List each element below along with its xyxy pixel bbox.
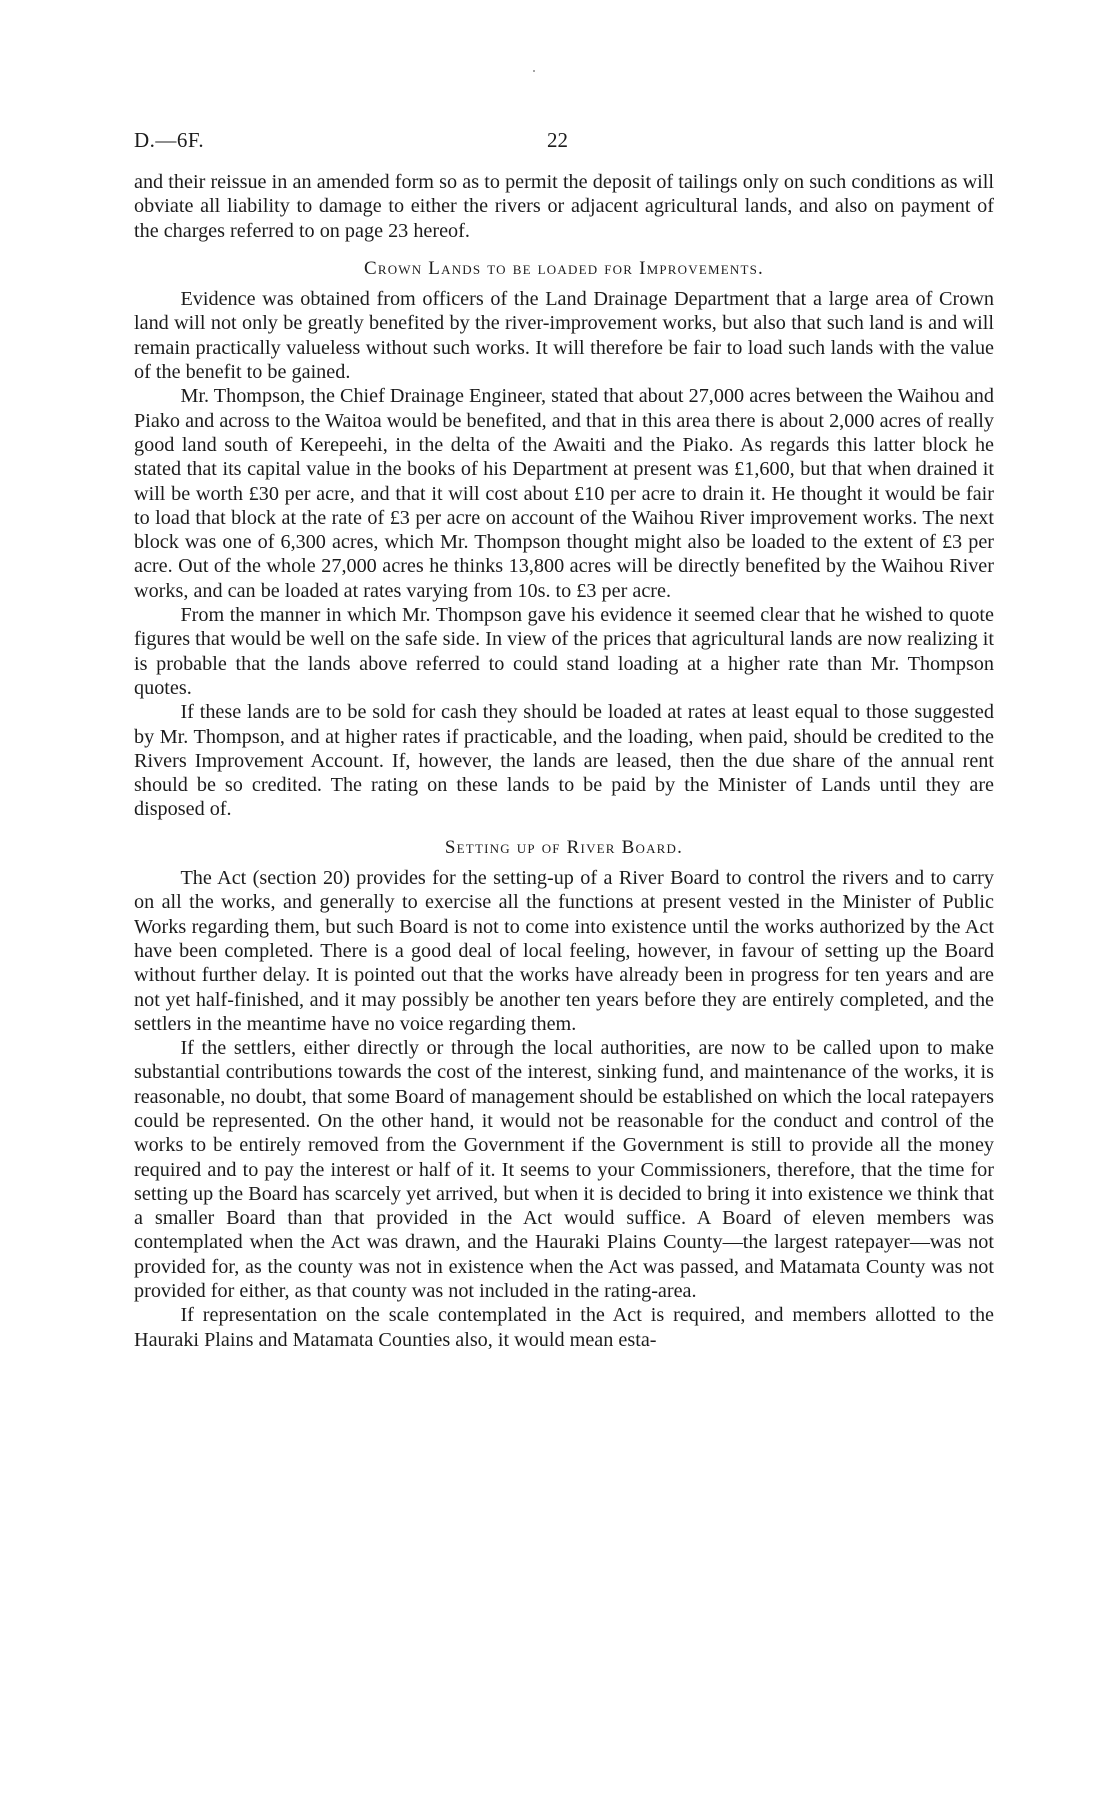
page-number: 22: [547, 128, 568, 152]
body-text: [134, 170, 994, 1352]
paragraph: If representation on the scale contemplated in the Act is required, and members allotted to the Hauraki Plains and Matamata Counties also, it would mean esta-: [134, 1304, 994, 1351]
paragraph: Mr. Thompson, the Chief Drainage Engineer, stated that about 27,000 acres between the Waihou and Piako and across to the Waitoa would be benefited, and that in this area there is about 2,000 acres of really good land south of Kerepeehi, in the delta of the Awaiti and the Piako. As regards this latter block he stated that its capital value in the books of his Department at present was £1,600, but that when drained it will be worth £30 per acre, and that it will cost about £10 per acre to drain it. He thought it would be fair to load that block at the rate of £3 per acre on account of the Waihou River improvement works. The next block was one of 6,300 acres, which Mr. Thompson thought might also be loaded to the extent of £3 per acre. Out of the whole 27,000 acres he thinks 13,800 acres will be directly benefited by the Waihou River works, and can be loaded at rates varying from 10s. to £3 per acre.: [134, 385, 994, 602]
paragraph: Evidence was obtained from officers of the Land Drainage Department that a large area of Crown land will not only be greatly benefited by the river-improvement works, but also that such land is and will remain practically valueless without such works. It will therefore be fair to load such lands with the value of the benefit to be gained.: [134, 288, 994, 384]
paragraph: If the settlers, either directly or through the local authorities, are now to be called upon to make substantial contributions towards the cost of the interest, sinking fund, and maintenance of the works, it is reasonable, no doubt, that some Board of management should be established on which the local ratepayers could be represented. On the other hand, it would not be reasonable for the conduct and control of the works to be entirely removed from the Government if the Government is still to provide all the money required and to pay the interest or half of it. It seems to your Commissioners, therefore, that the time for setting up the Board has scarcely yet arrived, but when it is decided to bring it into existence we think that a smaller Board than that provided in the Act would suffice. A Board of eleven members was contemplated when the Act was drawn, and the Hauraki Plains County—the largest ratepayer—was not provided for, as the county was not in existence when the Act was passed, and Matamata County was not provided for either, as that county was not included in the rating-area.: [134, 1037, 994, 1303]
document-reference: D.—6F.: [134, 128, 205, 152]
paragraph: If these lands are to be sold for cash they should be loaded at rates at least equal to those suggested by Mr. Thompson, and at higher rates if practicable, and the loading, when paid, should be credited to the Rivers Improvement Account. If, however, the lands are leased, then the due share of the annual rent should be so credited. The rating on these lands to be paid by the Minister of Lands until they are disposed of.: [134, 701, 994, 821]
section-heading-crown-lands: Crown Lands to be loaded for Improvements.: [363, 257, 765, 279]
paragraph: From the manner in which Mr. Thompson gave his evidence it seemed clear that he wished to quote figures that would be well on the safe side. In view of the prices that agricultural lands are now realizing it is probable that the lands above referred to could stand loading at a higher rate than Mr. Thompson quotes.: [134, 604, 994, 699]
paragraph: The Act (section 20) provides for the setting-up of a River Board to control the rivers and to carry on all the works, and generally to exercise all the functions at present vested in the Minister of Public Works regarding them, but such Board is not to come into existence until the works authorized by the Act have been completed. There is a good deal of local feeling, however, in favour of setting up the Board without further delay. It is pointed out that the works have already been in progress for ten years and are not yet half-finished, and it may possibly be another ten years before they are entirely completed, and the settlers in the meantime have no voice regarding them.: [134, 867, 994, 1035]
scan-speck: [533, 70, 535, 72]
section-heading-river-board: Setting up of River Board.: [444, 836, 684, 858]
paragraph-continued: and their reissue in an amended form so as to permit the deposit of tailings only on such conditions as will obviate all liability to damage to either the rivers or adjacent agricultural lands, and also on payment of the charges referred to on page 23 hereof.: [134, 171, 994, 242]
page-header: [134, 128, 994, 156]
